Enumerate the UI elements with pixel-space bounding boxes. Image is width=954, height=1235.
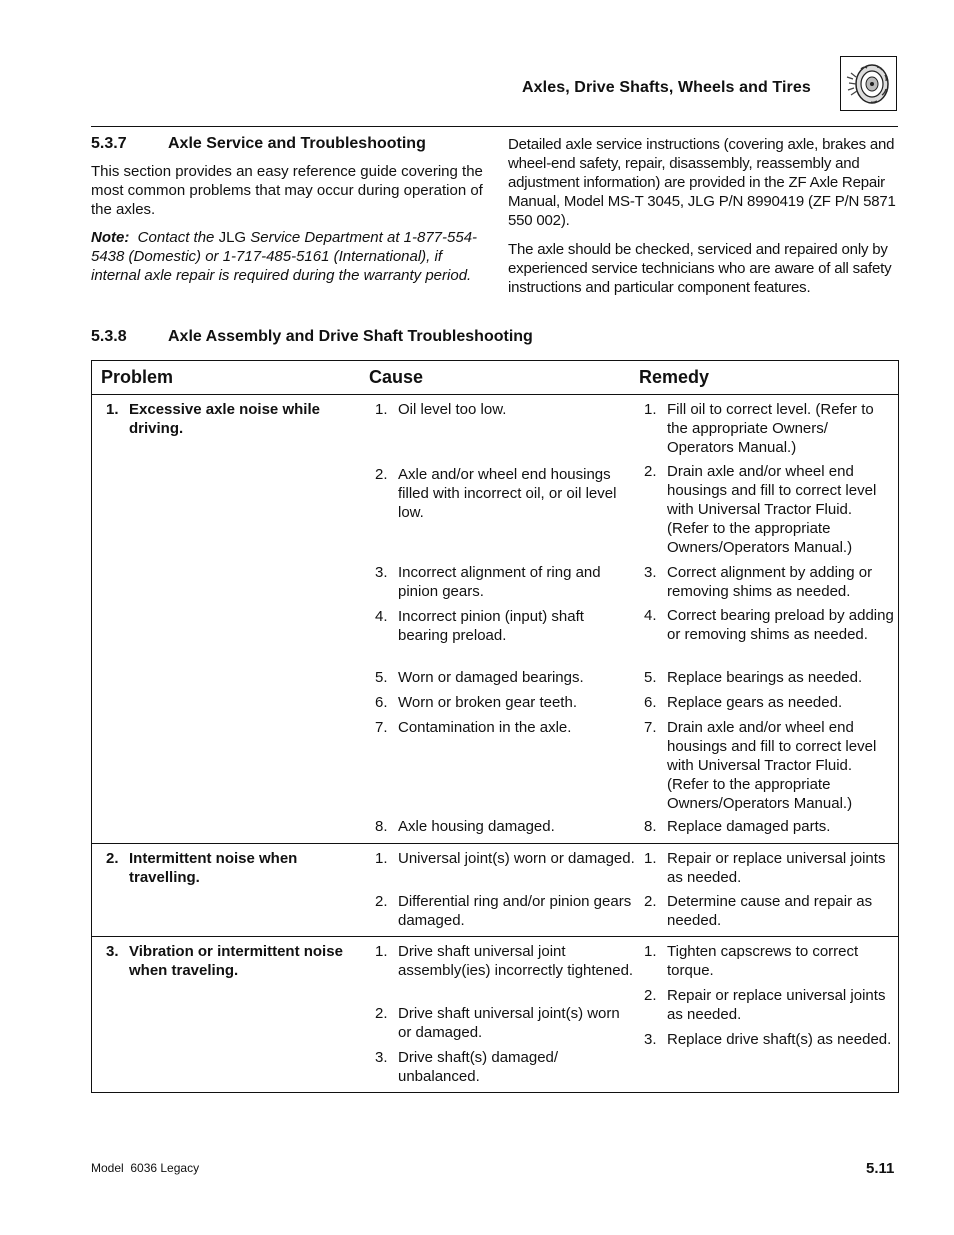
item-number: 2.: [375, 1005, 388, 1022]
list-item: [375, 1004, 635, 1042]
item-number: 8.: [375, 818, 388, 835]
item-number: 7.: [644, 719, 657, 736]
chapter-title: Axles, Drive Shafts, Wheels and Tires: [522, 79, 811, 96]
item-text: Contamination in the axle.: [398, 719, 572, 736]
tire-icon: [840, 56, 897, 111]
problem-text: Intermittent noise when travelling.: [129, 850, 298, 886]
item-number: 1.: [375, 850, 388, 867]
list-item: [375, 563, 635, 601]
item-text: Replace bearings as needed.: [667, 669, 863, 686]
item-text: Repair or replace universal joints as needed.: [667, 850, 886, 886]
item-number: 8.: [644, 818, 657, 835]
problem-text: Vibration or intermittent noise when traveling.: [129, 943, 343, 979]
note-text-post: Service Department at 1-877-554-5438 (Domestic) or 1-717-485-5161 (International), if internal axle repair is required during the warranty period.: [91, 229, 478, 284]
header-divider: [92, 394, 898, 395]
item-text: Replace damaged parts.: [667, 818, 831, 835]
item-number: 1.: [644, 401, 657, 418]
item-text: Drive shaft universal joint assembly(ies) incorrectly tightened.: [398, 943, 634, 979]
list-item: [644, 942, 894, 980]
item-number: 3.: [644, 1031, 657, 1048]
item-number: 2.: [375, 893, 388, 910]
note-brand: JLG: [218, 229, 247, 246]
item-text: Axle and/or wheel end housings filled with incorrect oil, or oil level low.: [398, 466, 617, 521]
list-item: [375, 668, 635, 687]
item-number: 1.: [644, 850, 657, 867]
problem-header: Problem: [101, 367, 174, 387]
note-paragraph: [91, 228, 486, 285]
item-number: 6.: [375, 694, 388, 711]
section-number: 5.3.7: [91, 135, 127, 152]
list-item: [644, 817, 894, 836]
row-divider: [92, 843, 898, 844]
item-number: 7.: [375, 719, 388, 736]
list-item: [644, 718, 894, 813]
remedy-header: Remedy: [639, 367, 710, 387]
problem-2: [106, 849, 346, 887]
item-number: 2.: [644, 987, 657, 1004]
section-title: Axle Assembly and Drive Shaft Troubleshooting: [168, 328, 533, 345]
item-number: 3.: [644, 564, 657, 581]
item-text: Incorrect pinion (input) shaft bearing preload.: [398, 608, 584, 644]
item-text: Fill oil to correct level. (Refer to the appropriate Owners/ Operators Manual.): [667, 401, 874, 456]
list-item: [644, 606, 894, 644]
item-number: 1.: [375, 401, 388, 418]
item-number: 5.: [375, 669, 388, 686]
list-item: [644, 986, 894, 1024]
item-text: Replace drive shaft(s) as needed.: [667, 1031, 892, 1048]
list-item: [375, 718, 635, 737]
problem-number: 3.: [106, 943, 119, 960]
item-text: Drive shaft universal joint(s) worn or damaged.: [398, 1005, 620, 1041]
cause-header: Cause: [369, 367, 424, 387]
problem-text: Excessive axle noise while driving.: [129, 401, 320, 437]
section-5-3-7-left: [91, 135, 486, 285]
item-text: Worn or damaged bearings.: [398, 669, 584, 686]
list-item: [644, 400, 894, 457]
item-text: Repair or replace universal joints as needed.: [667, 987, 886, 1023]
note-label: Note:: [91, 229, 130, 246]
item-text: Worn or broken gear teeth.: [398, 694, 577, 711]
item-text: Determine cause and repair as needed.: [667, 893, 873, 929]
list-item: [644, 462, 894, 557]
problem-1: [106, 400, 346, 438]
list-item: [375, 849, 635, 868]
list-item: [644, 892, 894, 930]
item-number: 4.: [644, 607, 657, 624]
item-text: Axle housing damaged.: [398, 818, 555, 835]
item-number: 2.: [375, 466, 388, 483]
list-item: [644, 563, 894, 601]
section-heading-5-3-8: [91, 328, 533, 346]
repair-manual-paragraph: Detailed axle service instructions (covering axle, brakes and wheel-end safety, repair, disassembly, reassembly and adjustment information) are provided in the ZF Axle Repair Manual, Model MS-T 3045, JLG P/N 8990419 (ZF P/N 5871 550 002).: [508, 136, 896, 229]
list-item: [644, 1030, 894, 1049]
item-text: Drain axle and/or wheel end housings and fill to correct level with Universal Tractor Fluid. (Refer to the appropriate Owners/Operators Manual.): [667, 463, 877, 556]
item-text: Universal joint(s) worn or damaged.: [398, 850, 635, 867]
problem-number: 2.: [106, 850, 119, 867]
header-rule: [91, 126, 898, 127]
item-text: Differential ring and/or pinion gears damaged.: [398, 893, 632, 929]
list-item: [375, 892, 635, 930]
item-number: 4.: [375, 608, 388, 625]
row-divider: [92, 936, 898, 937]
item-text: Replace gears as needed.: [667, 694, 843, 711]
page-number: 5.11: [866, 1160, 895, 1177]
list-item: [375, 607, 635, 645]
item-number: 6.: [644, 694, 657, 711]
problem-3: [106, 942, 346, 980]
footer-model: Model 6036 Legacy: [91, 1161, 200, 1175]
list-item: [375, 400, 635, 419]
list-item: [375, 693, 635, 712]
list-item: [644, 668, 894, 687]
item-number: 3.: [375, 1049, 388, 1066]
problem-number: 1.: [106, 401, 119, 418]
item-number: 1.: [644, 943, 657, 960]
list-item: [375, 817, 635, 836]
item-number: 2.: [644, 463, 657, 480]
item-number: 3.: [375, 564, 388, 581]
section-number: 5.3.8: [91, 328, 127, 345]
item-number: 2.: [644, 893, 657, 910]
intro-paragraph: This section provides an easy reference guide covering the most common problems that may occur during operation of the axles.: [91, 163, 483, 218]
item-number: 1.: [375, 943, 388, 960]
item-text: Correct bearing preload by adding or removing shims as needed.: [667, 607, 894, 643]
section-heading: [91, 135, 486, 153]
section-5-3-7-right: [508, 135, 900, 297]
item-text: Correct alignment by adding or removing shims as needed.: [667, 564, 873, 600]
troubleshooting-table: [91, 360, 899, 1093]
list-item: [375, 1048, 635, 1086]
item-text: Incorrect alignment of ring and pinion gears.: [398, 564, 601, 600]
section-title: Axle Service and Troubleshooting: [168, 135, 426, 152]
note-text-pre: Contact the: [137, 229, 215, 246]
item-text: Drive shaft(s) damaged/ unbalanced.: [398, 1049, 559, 1085]
item-text: Tighten capscrews to correct torque.: [667, 943, 859, 979]
list-item: [375, 465, 635, 522]
list-item: [375, 942, 635, 980]
item-text: Oil level too low.: [398, 401, 507, 418]
item-number: 5.: [644, 669, 657, 686]
technician-paragraph: The axle should be checked, serviced and repaired only by experienced service technicians who are aware of all safety instructions and particular component features.: [508, 241, 892, 296]
item-text: Drain axle and/or wheel end housings and fill to correct level with Universal Tractor Fluid. (Refer to the appropriate Owners/Operators Manual.): [667, 719, 877, 812]
list-item: [644, 849, 894, 887]
list-item: [644, 693, 894, 712]
